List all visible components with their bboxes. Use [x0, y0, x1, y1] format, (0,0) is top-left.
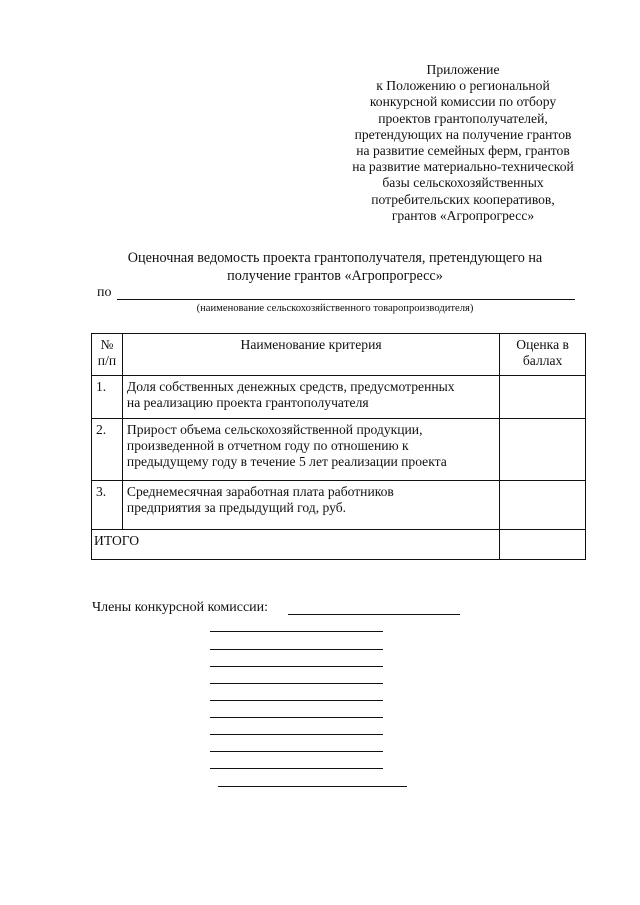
row-criterion — [122, 419, 499, 481]
signature-line[interactable] — [210, 751, 383, 752]
header-criterion: Наименование критерия — [122, 334, 499, 376]
row-criterion — [122, 481, 499, 530]
appendix-line: проектов грантополучателей, — [378, 110, 548, 126]
header-num — [92, 334, 123, 376]
signature-line[interactable] — [210, 631, 383, 632]
signature-line[interactable] — [210, 768, 383, 769]
row-criterion — [122, 376, 499, 419]
criterion-line: предприятия за предыдущий год, руб. — [126, 500, 347, 516]
header-num-line: № — [100, 337, 114, 352]
table-row — [92, 419, 586, 481]
criterion-line: Среднемесячная заработная плата работников — [126, 484, 394, 499]
document-title — [92, 250, 578, 285]
signature-line[interactable] — [210, 717, 383, 718]
commission-label: Члены конкурсной комиссии: — [92, 600, 269, 615]
producer-field — [97, 285, 577, 303]
header-num-line: п/п — [97, 353, 117, 369]
signature-line[interactable] — [210, 734, 383, 735]
criterion-line: произведенной в отчетном году по отношению к — [126, 438, 409, 454]
title-line: Оценочная ведомость проекта грантополучателя, претендующего на — [127, 250, 543, 266]
appendix-line: на развитие семейных ферм, грантов — [356, 143, 570, 159]
row-number: 1. — [92, 376, 123, 419]
signature-line[interactable] — [218, 786, 407, 787]
signature-line[interactable] — [210, 683, 383, 684]
total-row — [92, 530, 586, 560]
appendix-line: конкурсной комиссии по отбору — [369, 94, 557, 110]
row-score-cell[interactable] — [500, 376, 586, 419]
signature-line[interactable] — [210, 666, 383, 667]
criterion-line: Доля собственных денежных средств, предусмотренных — [126, 379, 455, 394]
appendix-header — [318, 62, 608, 224]
row-score-cell[interactable] — [500, 481, 586, 530]
appendix-line: базы сельскохозяйственных — [382, 175, 544, 191]
row-number: 3. — [92, 481, 123, 530]
row-number: 2. — [92, 419, 123, 481]
appendix-line: Приложение — [426, 62, 500, 77]
total-score-cell[interactable] — [500, 530, 586, 560]
header-score — [500, 334, 586, 376]
header-score-line: Оценка в — [516, 337, 569, 352]
header-score-line: баллах — [522, 353, 563, 369]
commission-signature-line[interactable] — [288, 614, 460, 615]
producer-prefix: по — [97, 285, 112, 300]
criteria-table — [91, 333, 586, 560]
appendix-line: потребительских кооперативов, — [371, 191, 555, 207]
producer-caption: (наименование сельскохозяйственного товаропроизводителя) — [196, 303, 474, 314]
criterion-line: предыдущему году в течение 5 лет реализации проекта — [126, 454, 447, 470]
appendix-line: претендующих на получение грантов — [354, 126, 572, 142]
criterion-line: на реализацию проекта грантополучателя — [126, 395, 369, 411]
signature-line[interactable] — [210, 700, 383, 701]
total-label: ИТОГО — [92, 530, 500, 560]
criterion-line: Прирост объема сельскохозяйственной продукции, — [126, 422, 423, 437]
appendix-line: на развитие материально-технической — [352, 159, 574, 175]
title-line: получение грантов «Агропрогресс» — [227, 267, 443, 284]
table-row — [92, 481, 586, 530]
producer-name-line — [117, 299, 575, 300]
table-header-row — [92, 334, 586, 376]
row-score-cell[interactable] — [500, 419, 586, 481]
appendix-line: к Положению о региональной — [376, 78, 550, 94]
table-row — [92, 376, 586, 419]
signature-line[interactable] — [210, 649, 383, 650]
appendix-line: грантов «Агропрогресс» — [391, 207, 535, 223]
